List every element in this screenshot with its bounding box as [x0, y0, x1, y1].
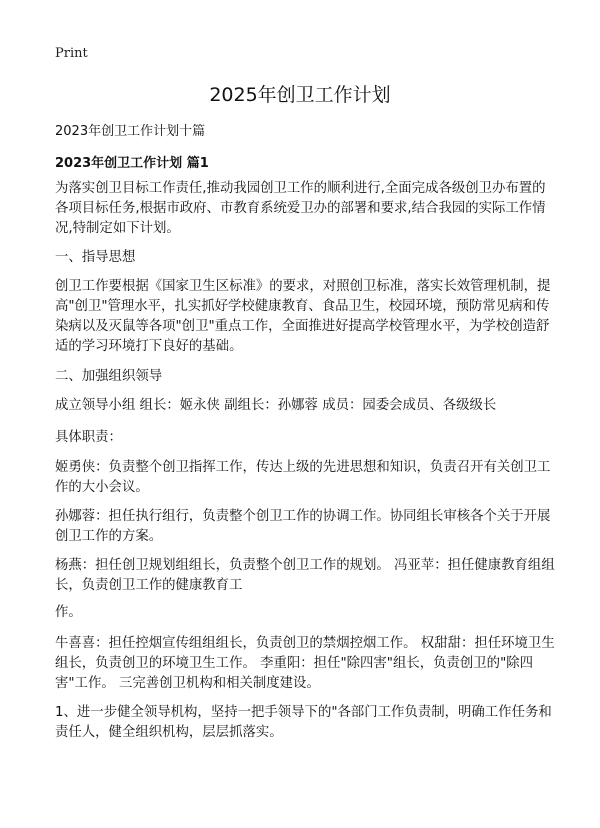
duties-label: 具体职责：	[55, 430, 122, 445]
section-heading: 2023年创卫工作计划 篇1	[55, 156, 209, 171]
guiding-principles-heading: 一、指导思想	[55, 250, 136, 265]
step-one-paragraph: 1、进一步健全领导机构，坚持一把手领导下的"各部门工作负责制，明确工作任务和责任人，健全组织机构，层层抓落实。	[55, 705, 552, 740]
guiding-principles-paragraph: 创卫工作要根据《国家卫生区标准》的要求，对照创卫标准，落实长效管理机制，提高"创卫"管理水平，扎实抓好学校健康教育、食品卫生，校园环境，预防常见病和传染病以及灭鼠等各项"创卫"重点工作，全面推进好提高学校管理水平，为学校创造舒适的学习环境打下良好的基础。	[55, 279, 551, 354]
leadership-group-paragraph: 成立领导小组 组长：姬永侠 副组长：孙娜蓉 成员：园委会成员、各级级长	[55, 398, 497, 413]
intro-paragraph: 为落实创卫目标工作责任,推动我园创卫工作的顺利进行,全面完成各级创卫办布置的各项目标任务,根据市政府、市教育系统爱卫办的部署和要求,结合我园的实际工作情况,特制定如下计划。	[55, 181, 546, 236]
duty-paragraph-yang-continued: 作。	[55, 605, 82, 620]
duty-paragraph-yang: 杨燕：担任创卫规划组组长，负责整个创卫工作的规划。 冯亚苹：担任健康教育组组长，负责创卫工作的健康教育工	[55, 558, 555, 593]
duty-paragraph-niu: 牛喜喜：担任控烟宣传组组组长，负责创卫的禁烟控烟工作。 权甜甜：担任环境卫生组长，负责创卫的环境卫生工作。 李重阳：担任"除四害"组长，负责创卫的"除四害"工作。 三完善创卫机构和相关制度建设。	[55, 636, 555, 691]
page-title: 2025年创卫工作计划	[209, 84, 391, 106]
duty-paragraph-sun: 孙娜蓉：担任执行组行，负责整个创卫工作的协调工作。协同组长审核各个关于开展创卫工作的方案。	[55, 509, 551, 544]
document-subtitle: 2023年创卫工作计划十篇	[55, 124, 206, 139]
duty-paragraph-ji: 姬勇侠：负责整个创卫指挥工作，传达上级的先进思想和知识，负责召开有关创卫工作的大小会议。	[55, 460, 551, 495]
organization-heading: 二、加强组织领导	[55, 369, 163, 384]
print-link[interactable]: Print	[55, 46, 88, 61]
